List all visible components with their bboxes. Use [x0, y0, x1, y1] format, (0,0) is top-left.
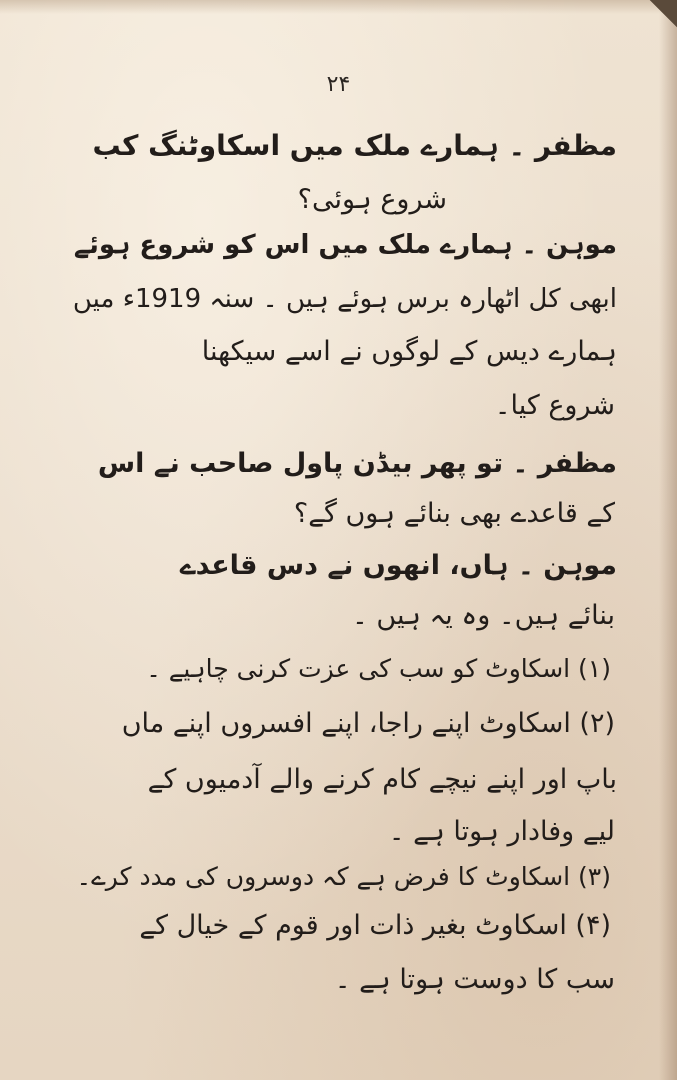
- text-line-14: لیے وفادار ہوتا ہے ۔: [388, 816, 615, 847]
- page-right-shadow: [659, 0, 677, 1080]
- text-line-3: موہن ۔ ہمارے ملک میں اس کو شروع ہوئے: [73, 230, 617, 260]
- text-line-8: کے قاعدے بھی بنائے ہوں گے؟: [293, 498, 615, 529]
- text-line-17: سب کا دوست ہوتا ہے ۔: [334, 964, 615, 995]
- page-top-shadow: [0, 0, 677, 14]
- text-line-9: موہن ۔ ہاں، انھوں نے دس قاعدے: [179, 550, 617, 581]
- text-line-16: (۴) اسکاوٹ بغیر ذات اور قوم کے خیال کے: [139, 910, 611, 941]
- text-line-15: (۳) اسکاوٹ کا فرض ہے کہ دوسروں کی مدد کرے۔: [76, 862, 611, 891]
- text-line-11: (۱) اسکاوٹ کو سب کی عزت کرنی چاہیے ۔: [146, 654, 611, 683]
- text-line-10: بنائے ہیں۔ وہ یہ ہیں ۔: [351, 600, 615, 631]
- text-line-5: ہمارے دیس کے لوگوں نے اسے سیکھنا: [201, 336, 617, 367]
- text-line-13: باپ اور اپنے نیچے کام کرنے والے آدمیوں کے: [147, 764, 617, 795]
- text-line-7: مظفر ۔ تو پھر بیڈن پاول صاحب نے اس: [97, 448, 617, 479]
- torn-corner: [647, 0, 677, 30]
- text-line-6: شروع کیا۔: [494, 390, 615, 421]
- text-line-4: ابھی کل اٹھارہ برس ہوئے ہیں ۔ سنہ 1919ء میں: [72, 284, 617, 314]
- text-line-1: مظفر ۔ ہمارے ملک میں اسکاوٹنگ کب: [92, 129, 617, 162]
- text-line-12: (۲) اسکاوٹ اپنے راجا، اپنے افسروں اپنے ماں: [121, 708, 615, 739]
- text-line-2: شروع ہوئی؟: [297, 184, 447, 215]
- page-number: ۲۴: [326, 72, 351, 97]
